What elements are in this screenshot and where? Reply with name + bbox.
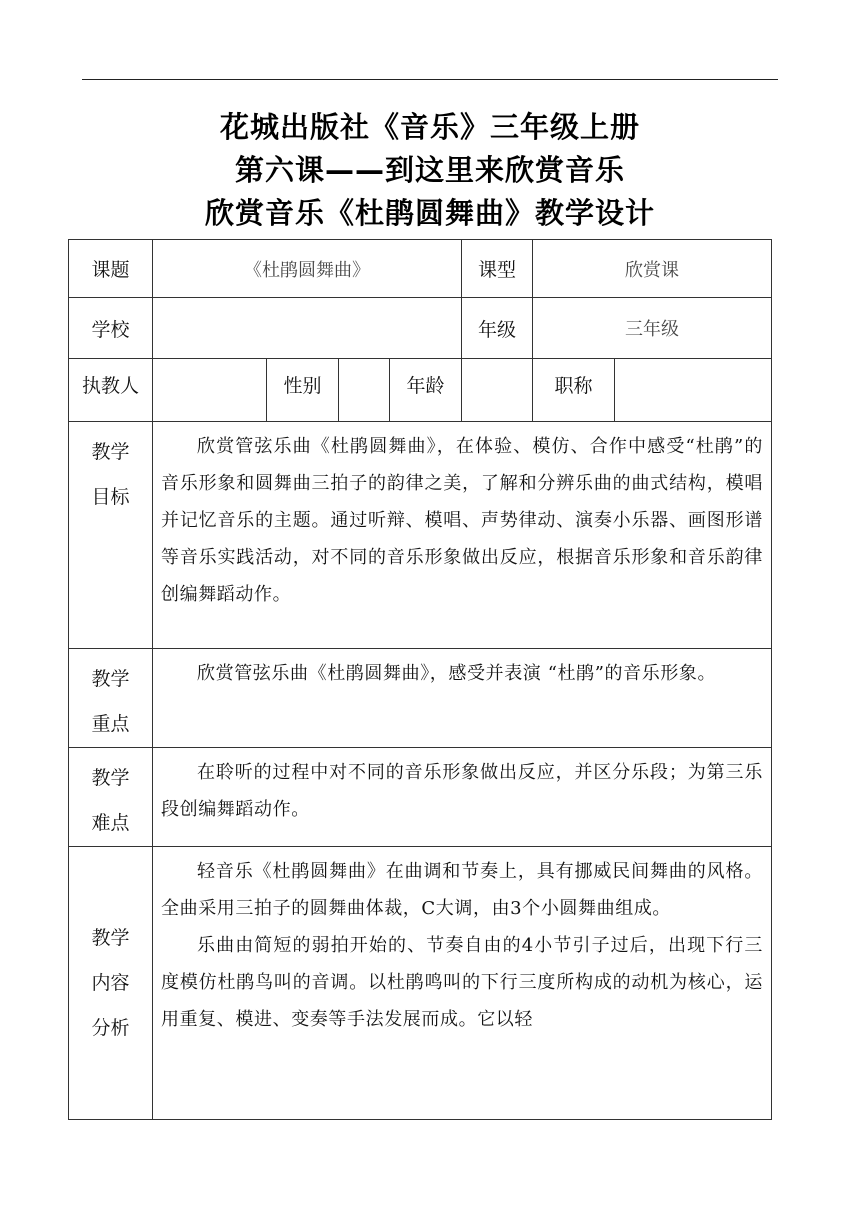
- title-line-1: 花城出版社《音乐》三年级上册: [219, 110, 640, 144]
- focus-text: 欣赏管弦乐曲《杜鹃圆舞曲》，感受并表演 “杜鹃”的音乐形象。: [197, 663, 717, 684]
- table-row: [69, 748, 772, 847]
- title-line-2: 第六课——到这里来欣赏音乐: [234, 153, 625, 187]
- analysis-label-line-3: 分析: [91, 1016, 130, 1039]
- table-row: [69, 359, 772, 422]
- gender-label: 性别: [267, 359, 339, 422]
- analysis-text-cell: [153, 847, 772, 1120]
- school-value: [153, 298, 462, 359]
- topic-value: 《杜鹃圆舞曲》: [153, 240, 462, 298]
- table-row: [69, 847, 772, 1120]
- goal-text: 欣赏管弦乐曲《杜鹃圆舞曲》，在体验、模仿、合作中感受“杜鹃”的音乐形象和圆舞曲三拍子的韵律之美，了解和分辨乐曲的曲式结构，模唱并记忆音乐的主题。通过听辩、模唱、声势律动、演奏小乐器、画图形谱等音乐实践活动，对不同的音乐形象做出反应，根据音乐形象和音乐韵律创编舞蹈动作。: [161, 436, 763, 605]
- lesson-plan-table: [68, 239, 772, 1120]
- age-value: [462, 359, 533, 422]
- analysis-paragraph-1: 轻音乐《杜鹃圆舞曲》在曲调和节奏上，具有挪威民间舞曲的风格。全曲采用三拍子的圆舞曲体裁，C大调，由3个小圆舞曲组成。: [161, 861, 763, 919]
- focus-label-line-1: 教学: [91, 668, 130, 690]
- analysis-label-line-1: 教学: [91, 926, 130, 949]
- type-label: 课型: [462, 240, 533, 298]
- analysis-paragraph-2: 乐曲由简短的弱拍开始的、节奏自由的4小节引子过后，出现下行三度模仿杜鹃鸟叫的音调。以杜鹃鸣叫的下行三度所构成的动机为核心，运用重复、模进、变奏等手法发展而成。它以轻: [161, 935, 763, 1030]
- title-value: [615, 359, 772, 422]
- analysis-label: [69, 847, 153, 1120]
- title-label: 职称: [533, 359, 615, 422]
- difficulty-label: [69, 748, 153, 847]
- grade-value: 三年级: [533, 298, 772, 359]
- table-row: [69, 240, 772, 298]
- goal-label: [69, 422, 153, 649]
- goal-text-cell: [153, 422, 772, 649]
- difficulty-text-cell: [153, 748, 772, 847]
- gender-value: [339, 359, 390, 422]
- difficulty-label-line-1: 教学: [91, 767, 130, 789]
- type-value: 欣赏课: [533, 240, 772, 298]
- goal-label-line-1: 教学: [91, 441, 130, 463]
- header-rule: [82, 79, 778, 80]
- difficulty-text: 在聆听的过程中对不同的音乐形象做出反应，并区分乐段；为第三乐段创编舞蹈动作。: [161, 762, 763, 820]
- table-row: [69, 422, 772, 649]
- age-label: 年龄: [390, 359, 462, 422]
- goal-label-line-2: 目标: [91, 486, 130, 508]
- focus-text-cell: [153, 649, 772, 748]
- analysis-label-line-2: 内容: [91, 971, 130, 994]
- difficulty-label-line-2: 难点: [91, 812, 130, 834]
- title-line-3: 欣赏音乐《杜鹃圆舞曲》教学设计: [204, 196, 655, 230]
- focus-label-line-2: 重点: [91, 713, 130, 735]
- focus-label: [69, 649, 153, 748]
- table-row: [69, 298, 772, 359]
- teacher-value: [153, 359, 267, 422]
- topic-label: 课题: [69, 240, 153, 298]
- teacher-label: 执教人: [69, 359, 153, 422]
- grade-label: 年级: [462, 298, 533, 359]
- document-title: [0, 106, 860, 235]
- school-label: 学校: [69, 298, 153, 359]
- table-row: [69, 649, 772, 748]
